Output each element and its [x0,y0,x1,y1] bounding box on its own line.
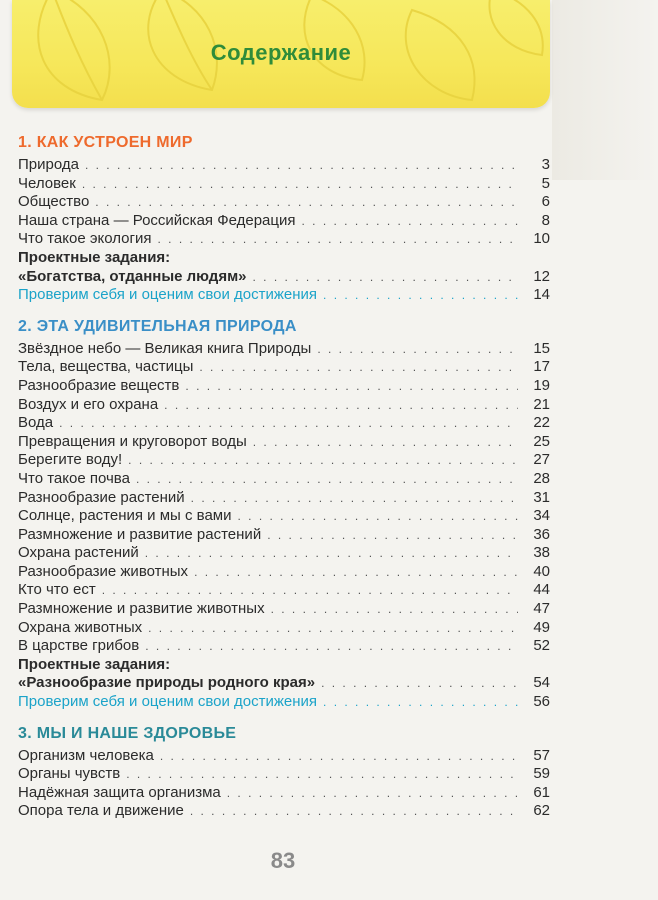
toc-entry[interactable]: Берегите воду! . . . 27 [18,451,550,470]
self-check-entry[interactable]: Проверим себя и оценим свои достижения . . . 14 [18,286,550,305]
toc-entry[interactable]: Превращения и круговорот воды . . . 25 [18,433,550,452]
toc-entry[interactable]: Охрана растений . . . 38 [18,544,550,563]
project-entry[interactable]: «Разнообразие природы родного края» . . . 54 [18,674,550,693]
toc-entry[interactable]: Тела, вещества, частицы . . . 17 [18,358,550,377]
section-title: 1. КАК УСТРОЕН МИР [18,134,193,151]
project-label: Проектные задания: [18,248,171,266]
toc-entry[interactable]: Что такое почва . . . 28 [18,470,550,489]
project-entry[interactable]: «Богатства, отданные людям» . . . 12 [18,268,550,287]
toc-entry[interactable]: Органы чувств . . . 59 [18,765,550,784]
toc-entry[interactable]: Воздух и его охрана . . . 21 [18,396,550,415]
page-number: 83 [270,848,296,873]
table-of-contents [18,127,550,821]
page-title: Содержание [210,40,352,65]
toc-entry[interactable]: Природа . . . 3 [18,156,550,175]
section-title: 2. ЭТА УДИВИТЕЛЬНАЯ ПРИРОДА [18,317,297,335]
toc-entry[interactable]: Кто что ест . . . 44 [18,581,550,600]
project-label: Проектные задания: [18,655,171,673]
toc-entry[interactable]: Размножение и развитие растений . . . 36 [18,526,550,545]
self-check-entry[interactable]: Проверим себя и оценим свои достижения . . . 56 [18,693,550,712]
toc-entry[interactable]: Вода . . . 22 [18,414,550,433]
toc-entry[interactable]: Общество . . . 6 [18,193,550,212]
toc-entry[interactable]: Размножение и развитие животных . . . 47 [18,600,550,619]
toc-entry[interactable]: Звёздное небо — Великая книга Природы . . . 15 [18,340,550,359]
toc-entry[interactable]: Разнообразие животных . . . 40 [18,563,550,582]
header-banner [12,0,550,108]
toc-entry[interactable]: Наша страна — Российская Федерация . . . 8 [18,212,550,231]
toc-entry[interactable]: Разнообразие веществ . . . 19 [18,377,550,396]
toc-entry[interactable]: Опора тела и движение . . . 62 [18,802,550,821]
toc-entry[interactable]: В царстве грибов . . . 52 [18,637,550,656]
toc-entry[interactable]: Организм человека . . . 57 [18,747,550,766]
toc-entry[interactable]: Что такое экология . . . 10 [18,230,550,249]
section-title: 3. МЫ И НАШЕ ЗДОРОВЬЕ [18,724,237,742]
page-edge-shadow [552,0,658,180]
toc-entry[interactable]: Разнообразие растений . . . 31 [18,489,550,508]
toc-entry[interactable]: Надёжная защита организма . . . 61 [18,784,550,803]
toc-entry[interactable]: Солнце, растения и мы с вами . . . 34 [18,507,550,526]
toc-entry[interactable]: Охрана животных . . . 49 [18,619,550,638]
toc-entry[interactable]: Человек . . . 5 [18,175,550,194]
